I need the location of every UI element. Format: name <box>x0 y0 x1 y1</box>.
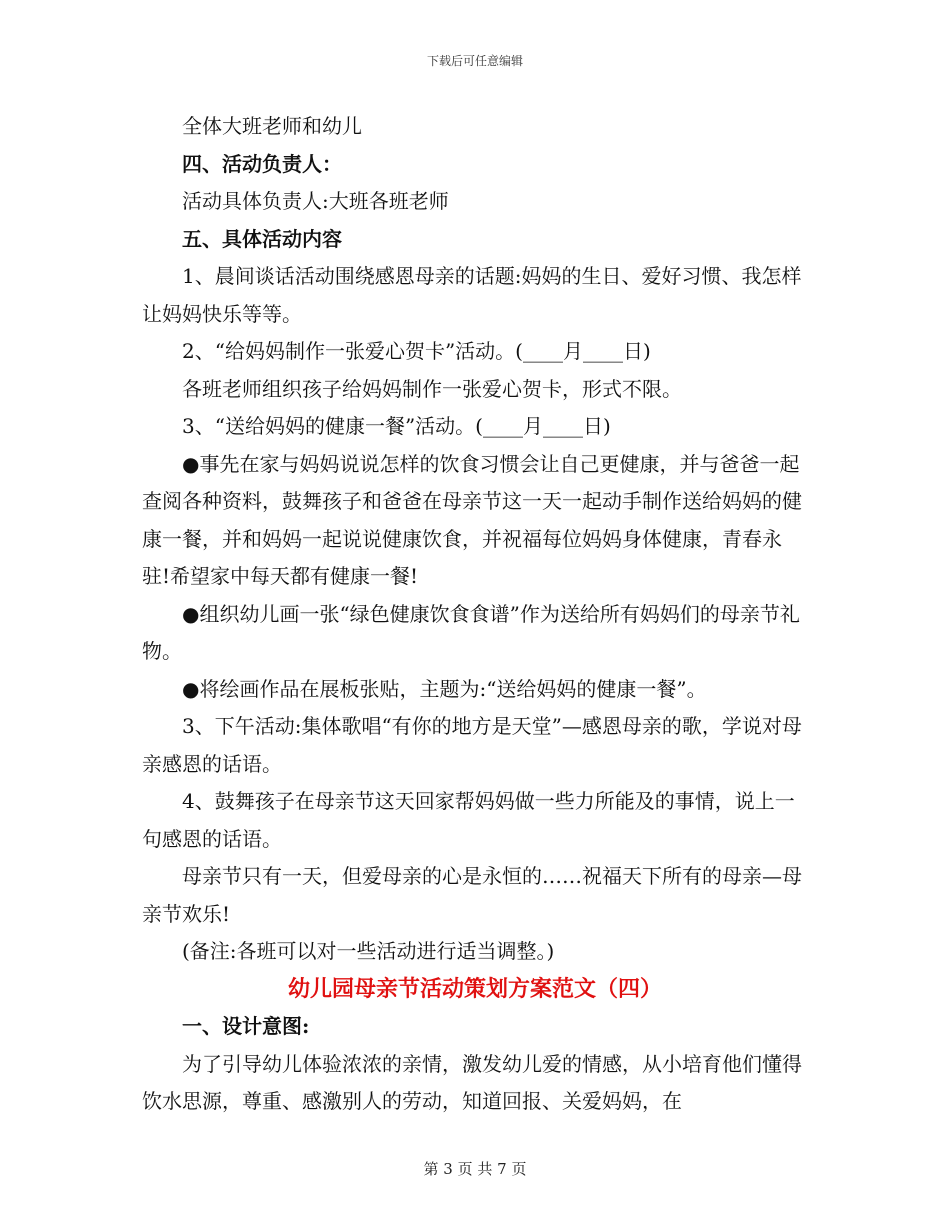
paragraph-note: (备注:各班可以对一些活动进行适当调整。) <box>182 939 555 963</box>
paragraph-activity-4: 4、鼓舞孩子在母亲节这天回家帮妈妈做一些力所能及的事情，说上一句感恩的话语。 <box>142 789 795 851</box>
paragraph-activity-1: 1、晨间谈话活动围绕感恩母亲的话题:妈妈的生日、爱好习惯、我怎样让妈妈快乐等等。 <box>142 264 802 326</box>
header-note: 下载后可任意编辑 <box>426 54 523 68</box>
page-footer: 第 3 页 共 7 页 <box>423 1160 527 1178</box>
paragraph-bullet-2: ●组织幼儿画一张“绿色健康饮食食谱”作为送给所有妈妈们的母亲节礼物。 <box>142 601 800 663</box>
paragraph-activity-2-detail: 各班老师组织孩子给妈妈制作一张爱心贺卡，形式不限。 <box>182 376 682 401</box>
paragraph-afternoon-activity: 3、下午活动:集体歌唱“有你的地方是天堂”—感恩母亲的歌，学说对母亲感恩的话语。 <box>142 714 802 776</box>
paragraph-bullet-1: ●事先在家与妈妈说说怎样的饮食习惯会让自己更健康，并与爸爸一起查阅各种资料，鼓舞孩子和爸爸在母亲节这一天一起动手制作送给妈妈的健康一餐，并和妈妈一起说说健康饮食，并祝福每位妈妈身体健康，青春永驻!希望家中每天都有健康一餐! <box>142 451 802 588</box>
paragraph-design-intent: 为了引导幼儿体验浓浓的亲情，激发幼儿爱的情感，从小培育他们懂得饮水思源，尊重、感激别人的劳动，知道回报、关爱妈妈，在 <box>142 1051 802 1113</box>
heading-responsible: 四、活动负责人： <box>182 151 342 176</box>
paragraph-activity-3: 3、“送给妈妈的健康一餐”活动。(____月____日) <box>182 414 611 438</box>
section-title: 幼儿园母亲节活动策划方案范文（四） <box>287 976 662 1002</box>
paragraph-bullet-3: ●将绘画作品在展板张贴，主题为:“送给妈妈的健康一餐”。 <box>182 676 707 701</box>
paragraph-participants: 全体大班老师和幼儿 <box>182 114 362 138</box>
paragraph-closing: 母亲节只有一天，但爱母亲的心是永恒的……祝福天下所有的母亲—母亲节欢乐! <box>142 864 802 926</box>
paragraph-activity-2: 2、“给妈妈制作一张爱心贺卡”活动。(____月____日) <box>182 339 651 363</box>
paragraph-responsible: 活动具体负责人:大班各班老师 <box>182 189 449 213</box>
heading-design-intent: 一、设计意图: <box>182 1014 310 1038</box>
heading-activities: 五、具体活动内容 <box>182 226 342 251</box>
document-body <box>142 108 808 1121</box>
